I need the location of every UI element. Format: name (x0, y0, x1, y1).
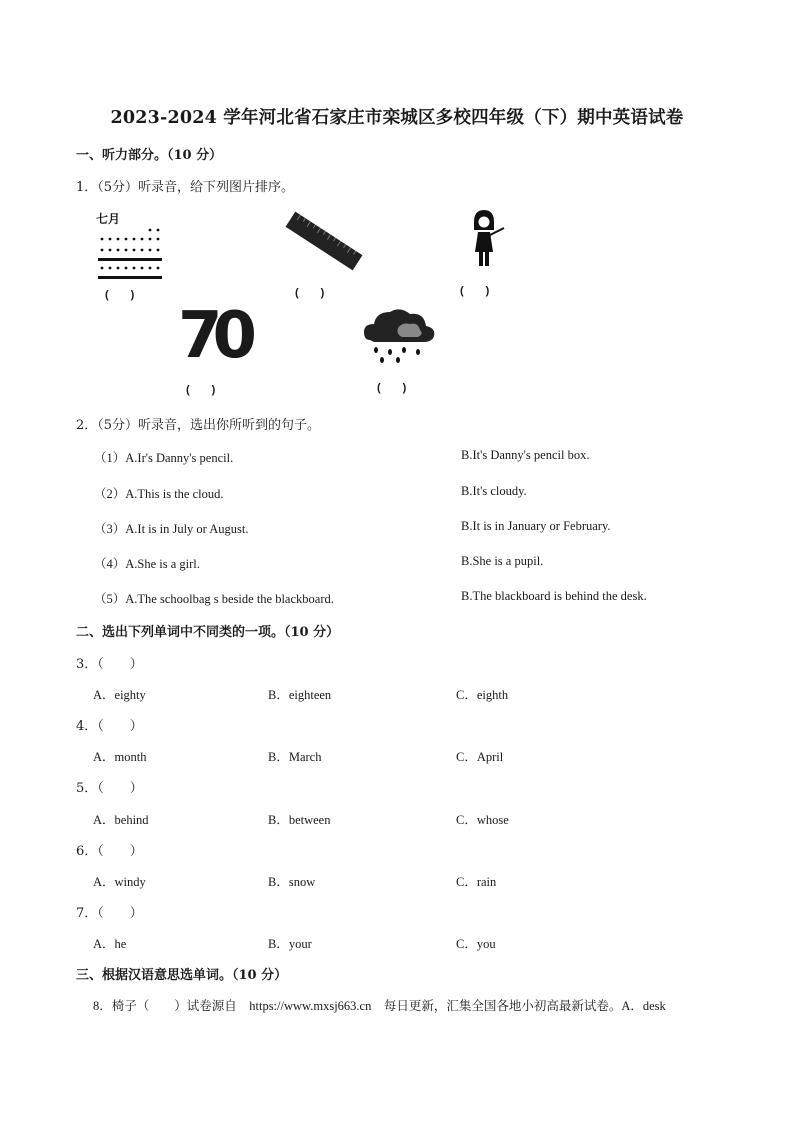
option-a[interactable]: （2）A.This is the cloud. (94, 487, 224, 501)
option-a[interactable]: （1）A.Ir's Danny's pencil. (94, 451, 234, 465)
section1-heading: 一、听力部分。（10 分） (76, 148, 223, 163)
question-number: 6．（ ） (76, 844, 143, 859)
option-b[interactable]: B.She is a pupil. (461, 554, 544, 568)
calendar-icon (96, 226, 168, 286)
option-a[interactable]: （3）A.It is in July or August. (94, 522, 249, 536)
q2-stem: 2．（5分）听录音，选出你所听到的句子。 (76, 418, 321, 433)
option-b[interactable]: B．your (268, 937, 312, 951)
option-b[interactable]: B．between (268, 813, 331, 827)
option-a[interactable]: A．he (93, 937, 127, 951)
q8-line: 8．椅子（ ）试卷源自 https://www.mxsj663.cn 每日更新，汇集全国各地小初高最新试卷。A．desk (93, 999, 666, 1013)
option-a[interactable]: A．month (93, 750, 147, 764)
question-number: 3．（ ） (76, 657, 143, 672)
q1-stem: 1．（5分）听录音，给下列图片排序。 (76, 180, 295, 195)
blank-2[interactable]: ( ) (295, 287, 325, 299)
option-b[interactable]: B.It's cloudy. (461, 484, 527, 498)
blank-5[interactable]: ( ) (377, 382, 407, 394)
option-b[interactable]: B．March (268, 750, 322, 764)
rain-cloud-icon (362, 304, 438, 366)
calendar-label: 七月 (96, 212, 121, 226)
question-number: 5．（ ） (76, 781, 143, 796)
option-a[interactable]: A．eighty (93, 688, 146, 702)
teacher-icon (464, 208, 508, 272)
option-c[interactable]: C．whose (456, 813, 509, 827)
option-a[interactable]: （5）A.The schoolbag s beside the blackboard. (94, 592, 334, 606)
question-number: 7．（ ） (76, 906, 143, 921)
blank-1[interactable]: ( ) (105, 289, 135, 301)
option-b[interactable]: B.The blackboard is behind the desk. (461, 589, 647, 603)
option-b[interactable]: B.It is in January or February. (461, 519, 611, 533)
option-a[interactable]: A．behind (93, 813, 149, 827)
section2-heading: 二、选出下列单词中不同类的一项。（10 分） (76, 625, 340, 640)
option-a[interactable]: （4）A.She is a girl. (94, 557, 200, 571)
option-b[interactable]: B．snow (268, 875, 316, 889)
blank-3[interactable]: ( ) (460, 285, 490, 297)
number-70-text: 70 (178, 299, 248, 373)
option-b[interactable]: B．eighteen (268, 688, 332, 702)
option-b[interactable]: B.It's Danny's pencil box. (461, 448, 590, 462)
option-c[interactable]: C．eighth (456, 688, 509, 702)
option-c[interactable]: C．rain (456, 875, 497, 889)
section3-heading: 三、根据汉语意思选单词。（10 分） (76, 968, 288, 983)
question-number: 4．（ ） (76, 719, 143, 734)
option-c[interactable]: C．April (456, 750, 504, 764)
option-c[interactable]: C．you (456, 937, 496, 951)
page-title: 2023-2024 学年河北省石家庄市栾城区多校四年级（下）期中英语试卷 (110, 108, 684, 128)
blank-4[interactable]: ( ) (186, 384, 216, 396)
option-a[interactable]: A．windy (93, 875, 146, 889)
ruler-icon (282, 206, 366, 276)
